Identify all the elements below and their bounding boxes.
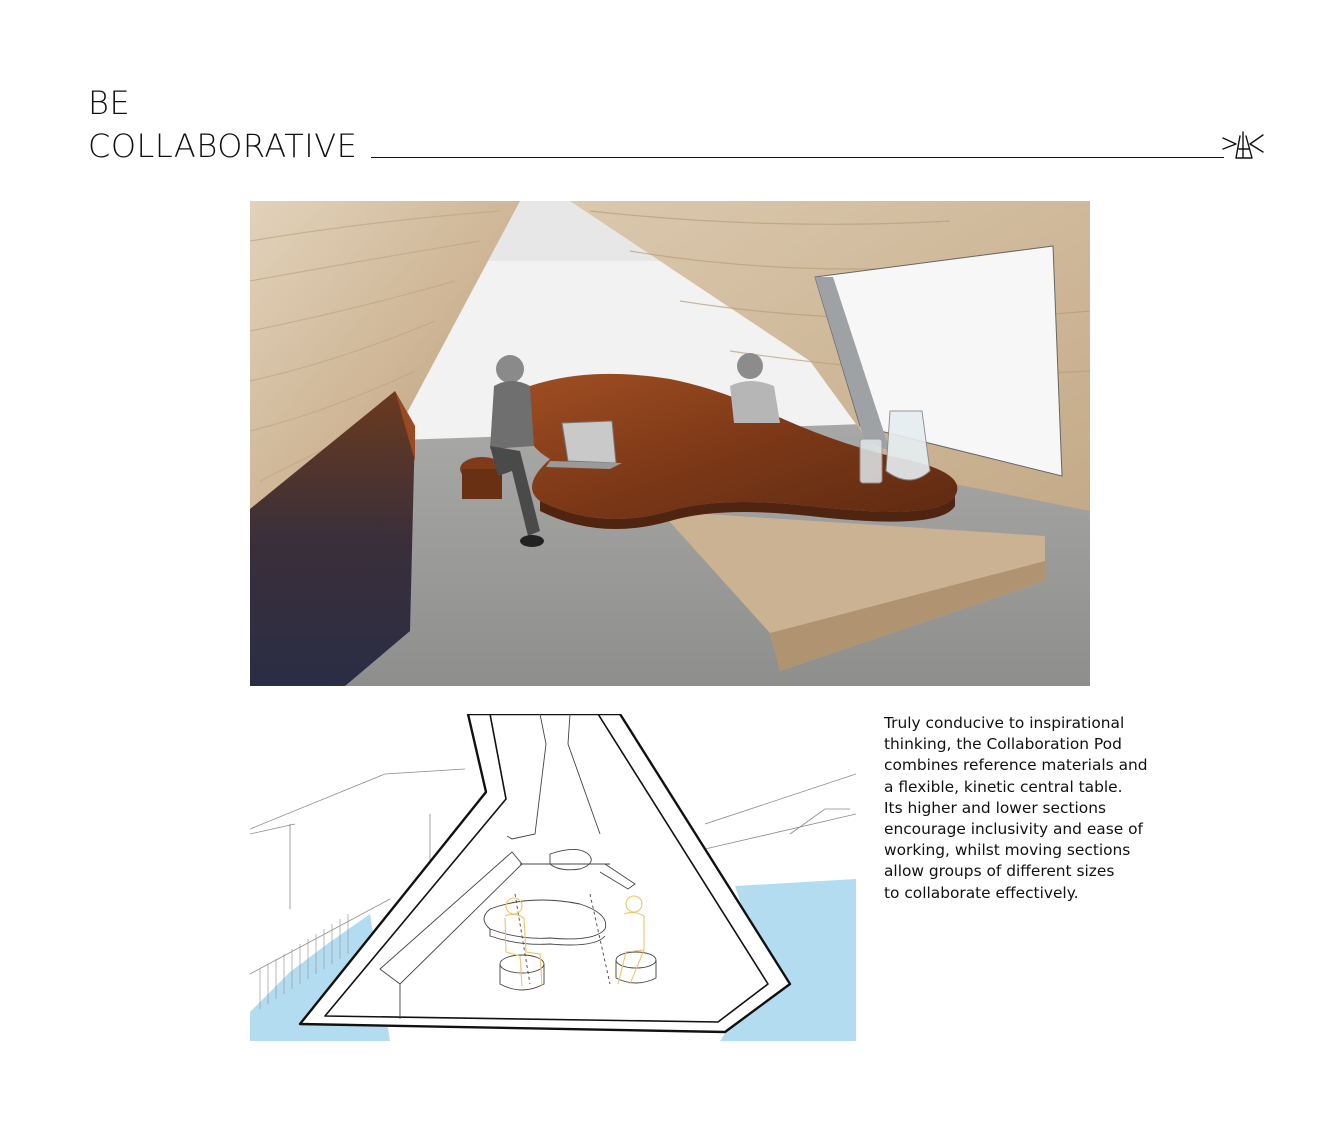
caption-line: combines reference materials and: [884, 756, 1148, 775]
caption-line: Truly conducive to inspirational: [884, 714, 1125, 732]
caption-line: thinking, the Collaboration Pod: [884, 735, 1122, 754]
caption-line: allow groups of different sizes: [884, 862, 1115, 881]
caption-line: working, whilst moving sections: [884, 841, 1131, 860]
caption-line: encourage inclusivity and ease of: [884, 820, 1143, 839]
page-title-line-1: BE: [88, 84, 131, 122]
page-title-line-2: COLLABORATIVE: [88, 127, 358, 165]
drawing-image-pod-perspective: [250, 714, 856, 1041]
title-rule: [371, 157, 1224, 158]
stylized-hourglass-mark-icon: [1222, 130, 1264, 162]
caption-line: to collaborate effectively.: [884, 883, 1079, 902]
caption-line: Its higher and lower sections: [884, 798, 1106, 817]
caption-line: a flexible, kinetic central table.: [884, 777, 1123, 796]
caption-text: [884, 713, 1154, 904]
render-image-collaboration-pod: [250, 201, 1090, 686]
